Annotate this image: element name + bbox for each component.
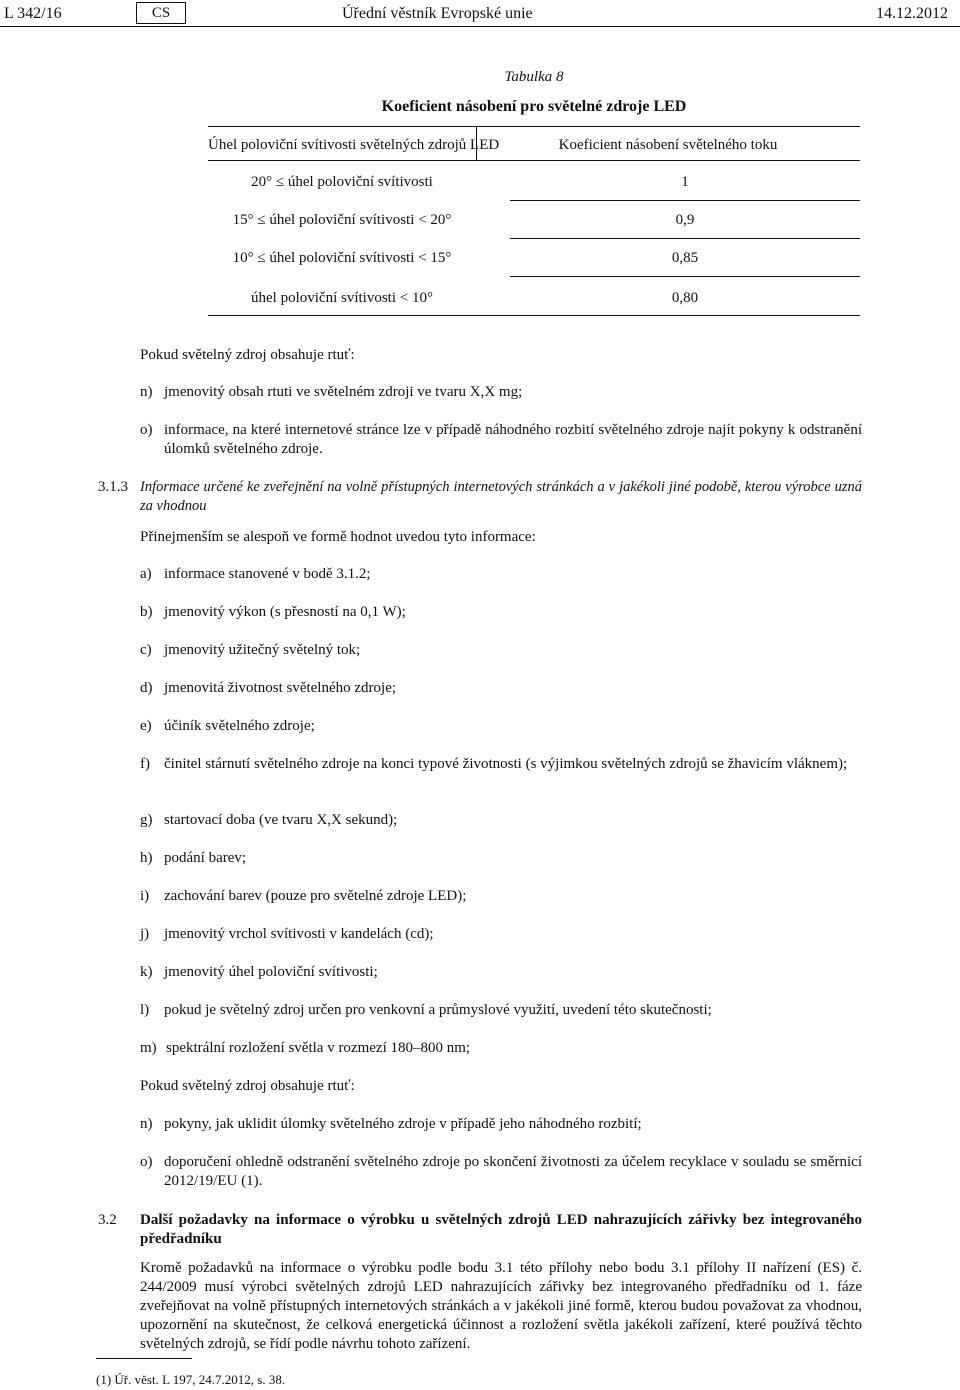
- table-header-rule: [208, 160, 860, 161]
- footnote-rule: [96, 1358, 192, 1359]
- list-item-text: spektrální rozložení světla v rozmezí 180–800 nm;: [166, 1040, 471, 1056]
- table-bottom-rule: [208, 315, 860, 316]
- list-item-label: c): [140, 642, 152, 658]
- table-row-2-factor: 0,9: [675, 212, 695, 228]
- page-reference: L 342/16: [4, 5, 62, 22]
- table-row-4-angle: úhel poloviční svítivosti < 10°: [251, 290, 433, 306]
- table-row-3-angle: 10° ≤ úhel poloviční svítivosti < 15°: [232, 250, 452, 266]
- list-item-label: o): [140, 422, 153, 438]
- table-row-3-factor: 0,85: [671, 250, 699, 266]
- table-col2-header: Koeficient násobení světelného toku: [558, 137, 778, 153]
- journal-title: Úřední věstník Evropské unie: [342, 5, 533, 22]
- list-item-text: činitel stárnutí světelného zdroje na konci typové životnosti (s výjimkou světelných zdrojů se žhavicím vláknem);: [164, 756, 848, 772]
- list-item-label: n): [140, 384, 153, 400]
- table-title: Koeficient násobení pro světelné zdroje LED: [381, 98, 687, 115]
- section-intro: Přinejmenším se alespoň ve formě hodnot uvedou tyto informace:: [140, 529, 536, 545]
- footnote: [96, 1372, 285, 1387]
- mercury-intro: Pokud světelný zdroj obsahuje rtuť:: [140, 347, 355, 363]
- list-item-text: startovací doba (ve tvaru X,X sekund);: [164, 812, 398, 828]
- header-rule: [0, 26, 960, 27]
- publication-date: 14.12.2012: [876, 5, 948, 22]
- list-item-text: jmenovitý vrchol svítivosti v kandelách (cd);: [164, 926, 434, 942]
- footnote-text: Úř. věst. L 197, 24.7.2012, s. 38.: [114, 1372, 286, 1387]
- list-item-label: l): [140, 1002, 150, 1018]
- list-item-text: pokyny, jak uklidit úlomky světelného zdroje v případě jeho náhodného rozbití;: [164, 1116, 642, 1132]
- list-item-text: jmenovitá životnost světelného zdroje;: [164, 680, 397, 696]
- list-item-text: informace stanovené v bodě 3.1.2;: [164, 566, 371, 582]
- list-item-label: m): [140, 1040, 157, 1056]
- table-row-rule: [510, 238, 860, 239]
- table-row-rule: [510, 200, 860, 201]
- list-item-text: jmenovitý úhel poloviční svítivosti;: [164, 964, 378, 980]
- footnote-marker: (1): [96, 1372, 112, 1387]
- table-row-rule: [510, 276, 860, 277]
- table-row-4-factor: 0,80: [671, 290, 699, 306]
- list-item-text: podání barev;: [164, 850, 247, 866]
- list-item-text: účiník světelného zdroje;: [164, 718, 315, 734]
- table-col1-header: Úhel poloviční svítivosti světelných zdrojů LED: [208, 137, 500, 153]
- table-row-1-factor: 1: [681, 174, 689, 190]
- list-item-label: g): [140, 812, 153, 828]
- list-item-text: jmenovitý výkon (s přesností na 0,1 W);: [164, 604, 406, 620]
- list-item-text: jmenovitý obsah rtuti ve světelném zdroji ve tvaru X,X mg;: [164, 384, 523, 400]
- section-number: 3.2: [98, 1212, 117, 1228]
- list-item-label: k): [140, 964, 153, 980]
- list-item-label: d): [140, 680, 153, 696]
- table-row-2-angle: 15° ≤ úhel poloviční svítivosti < 20°: [232, 212, 452, 228]
- table-row-1-angle: 20° ≤ úhel poloviční svítivosti: [251, 174, 433, 190]
- list-item-label: e): [140, 718, 152, 734]
- list-item-text: pokud je světelný zdroj určen pro venkovní a průmyslové využití, uvedení této skutečnosti;: [164, 1002, 712, 1018]
- section-heading: Další požadavky na informace o výrobku u světelných zdrojů LED nahrazujících zářivky bez integrovaného předřadníku: [140, 1212, 862, 1247]
- list-item-label: i): [140, 888, 150, 904]
- mercury-intro: Pokud světelný zdroj obsahuje rtuť:: [140, 1078, 355, 1094]
- section-heading: Informace určené ke zveřejnění na volně přístupných internetových stránkách a v jakékoli jiné podobě, kterou výrobce uzná za vhodnou: [140, 479, 862, 514]
- language-badge: CS: [136, 2, 186, 24]
- list-item-text: zachování barev (pouze pro světelné zdroje LED);: [164, 888, 467, 904]
- list-item-label: o): [140, 1154, 153, 1170]
- table-label: Tabulka 8: [504, 69, 564, 85]
- list-item-label: b): [140, 604, 153, 620]
- list-item-label: a): [140, 566, 152, 582]
- list-item-text: doporučení ohledně odstranění světelného zdroje po skončení životnosti za účelem recyklace v souladu se směrnicí 2012/19/EU (1).: [164, 1154, 862, 1189]
- list-item-label: j): [140, 926, 150, 942]
- table-top-rule: [208, 126, 860, 127]
- list-item-label: h): [140, 850, 153, 866]
- list-item-label: n): [140, 1116, 153, 1132]
- list-item-label: f): [140, 756, 150, 772]
- list-item-text: jmenovitý užitečný světelný tok;: [164, 642, 361, 658]
- list-item-text: informace, na které internetové stránce lze v případě náhodného rozbití světelného zdroje najít pokyny k odstranění úlomků světelného zdroje.: [164, 422, 862, 457]
- section-number: 3.1.3: [98, 479, 128, 495]
- section-body: Kromě požadavků na informace o výrobku podle bodu 3.1 této přílohy nebo bodu 3.1 přílohy II nařízení (ES) č. 244/2009 musí výrobci světelných zdrojů LED nahrazujících zářivky bez integrovaného předřadníku od 1. fáze zveřejňovat na volně přístupných internetových stránkách a v jakékoli jiné formě, kterou budou považovat za vhodnou, upozornění na skutečnost, že celková energetická účinnost a rozložení světla jakékoli zařízení, které používá těchto světelných zdrojů, se řídí podle návrhu tohoto zařízení.: [140, 1260, 862, 1352]
